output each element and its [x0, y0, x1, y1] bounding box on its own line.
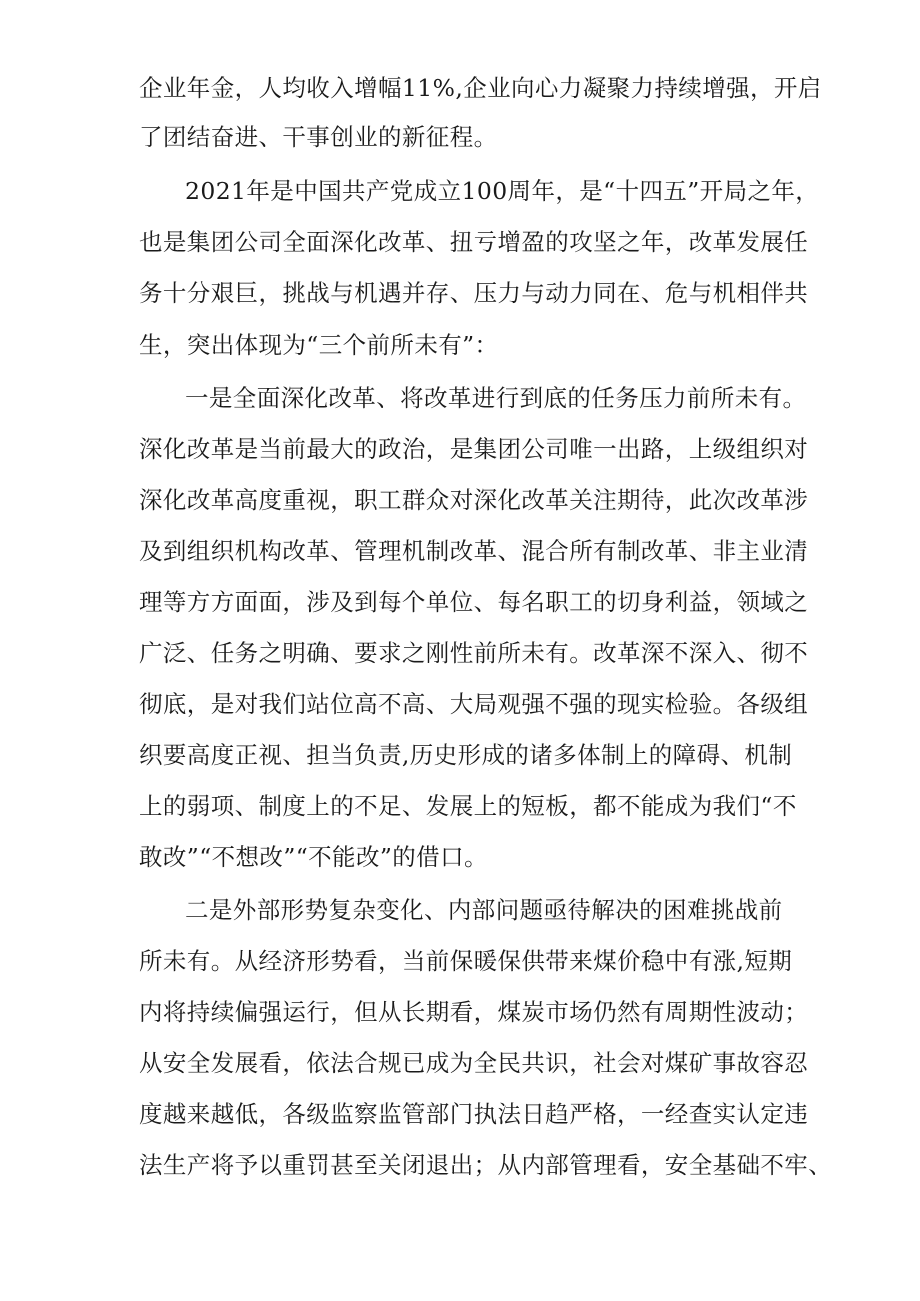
paragraph-4-line-1: 二是外部形势复杂变化、内部问题亟待解决的困难挑战前: [185, 896, 783, 924]
paragraph-3-line-4: 及到组织机构改革、管理机制改革、混合所有制改革、非主业清: [139, 537, 809, 565]
paragraph-3-line-7: 彻底，是对我们站位高不高、大局观强不强的现实检验。各级组: [139, 690, 809, 718]
paragraph-2-line-4: 生，突出体现为“三个前所未有”：: [139, 331, 499, 359]
paragraph-4-line-5: 度越来越低，各级监察监管部门执法日趋严格，一经查实认定违: [139, 1100, 809, 1128]
paragraph-3-line-10: 敢改”“不想改”“不能改”的借口。: [139, 843, 488, 871]
paragraph-3-line-8: 织要高度正视、担当负责,历史形成的诸多体制上的障碍、机制: [139, 741, 793, 769]
paragraph-4-line-4: 从安全发展看，依法合规已成为全民共识，社会对煤矿事故容忍: [139, 1049, 809, 1077]
paragraph-3-line-6: 广泛、任务之明确、要求之刚性前所未有。改革深不深入、彻不: [139, 639, 809, 667]
paragraph-2-line-1: 2021年是中国共产党成立100周年，是“十四五”开局之年，: [185, 177, 820, 205]
text-line-2: 了团结奋进、干事创业的新征程。: [139, 123, 498, 151]
paragraph-2-line-2: 也是集团公司全面深化改革、扭亏增盈的攻坚之年，改革发展任: [139, 228, 809, 256]
paragraph-3-line-9: 上的弱项、制度上的不足、发展上的短板，都不能成为我们“不: [139, 792, 797, 820]
paragraph-4-line-3: 内将持续偏强运行，但从长期看，煤炭市场仍然有周期性波动；: [139, 998, 809, 1026]
paragraph-3-line-5: 理等方方面面，涉及到每个单位、每名职工的切身利益，领域之: [139, 588, 809, 616]
paragraph-4-line-2: 所未有。从经济形势看，当前保暖保供带来煤价稳中有涨,短期: [139, 947, 793, 975]
paragraph-3-line-1: 一是全面深化改革、将改革进行到底的任务压力前所未有。: [185, 384, 807, 412]
paragraph-2-line-3: 务十分艰巨，挑战与机遇并存、压力与动力同在、危与机相伴共: [139, 279, 809, 307]
paragraph-3-line-3: 深化改革高度重视，职工群众对深化改革关注期待，此次改革涉: [139, 486, 809, 514]
paragraph-3-line-2: 深化改革是当前最大的政治，是集团公司唯一出路，上级组织对: [139, 435, 809, 463]
text-line-1: 企业年金，人均收入增幅11%,企业向心力凝聚力持续增强，开启: [139, 74, 822, 102]
paragraph-4-line-6: 法生产将予以重罚甚至关闭退出；从内部管理看，安全基础不牢、: [139, 1151, 833, 1179]
